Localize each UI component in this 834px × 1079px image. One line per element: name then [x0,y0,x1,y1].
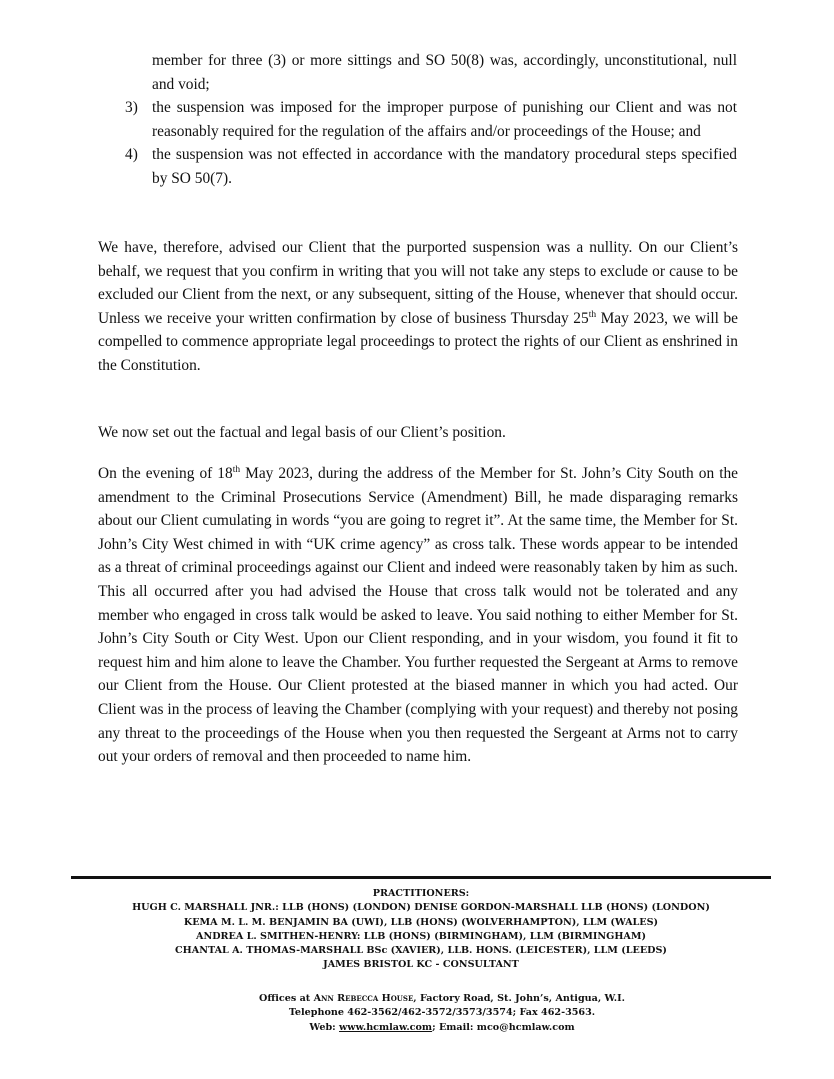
footer-divider [71,876,771,879]
practitioner-line: ANDREA L. SMITHEN-HENRY: LLB (HONS) (BIRMINGHAM), LLM (BIRMINGHAM) [196,930,646,942]
paragraph-facts: On the evening of 18th May 2023, during the address of the Member for St. John’s City South on the amendment to the Criminal Prosecutions Service (Amendment) Bill, he made disparaging remarks about our Client cumulating in words “you are going to regret it”. At the same time, the Member for St. John’s City West chimed in with “UK crime agency” as cross talk. These words appear to be intended as a threat of criminal proceedings against our Client and indeed were reasonably taken by him as such. This all occurred after you had advised the House that cross talk would not be tolerated and any member who engaged in cross talk would be asked to leave. You said nothing to either Member for St. John’s City South or City West. Upon our Client responding, and in your wisdom, you found it fit to request him and him alone to leave the Chamber. You further requested the Sergeant at Arms to remove our Client from the House. Our Client protested at the biased manner in which you had acted. Our Client was in the process of leaving the Chamber (complying with your request) and thereby not posing any threat to the proceedings of the House when you then requested the Sergeant at Arms not to carry out your orders of removal and then proceeded to name him. [98,464,738,766]
office-contact [222,992,662,1035]
list-number: 3) [125,99,138,117]
website-link[interactable]: www.hcmlaw.com [339,1021,433,1033]
practitioners-heading: PRACTITIONERS: [372,888,470,899]
paragraph-basis: We now set out the factual and legal basis of our Client’s position. [98,424,506,441]
office-telephone: Telephone 462-3562/462-3572/3573/3574; Fax 462-3563. [288,1007,596,1019]
practitioner-line: KEMA M. L. M. BENJAMIN BA (UWI), LLB (HONS) (WOLVERHAMPTON), LLM (WALES) [183,916,659,928]
paragraph-nullity-advice: We have, therefore, advised our Client that the purported suspension was a nullity. On our Client’s behalf, we request that you confirm in writing that you will not take any steps to exclude or cause to be excluded our Client from the next, or any subsequent, sitting of the House, whenever that should occur. Unless we receive your written confirmation by close of business Thursday 25th May 2023, we will be compelled to commence appropriate legal proceedings to protect the rights of our Client as enshrined in the Constitution. [98,239,739,374]
practitioner-line: JAMES BRISTOL KC - CONSULTANT [323,959,519,971]
office-web-email: Web: www.hcmlaw.com; Email: mco@hcmlaw.com [309,1021,575,1033]
email-address[interactable]: mco@hcmlaw.com [476,1021,575,1033]
office-address: Offices at Ann Rebecca House, Factory Road, St. John’s, Antigua, W.I. [259,993,625,1004]
list-text: the suspension was imposed for the improper purpose of punishing our Client and was not reasonably required for the regulation of the affairs and/or proceedings of the House; and [152,99,737,140]
practitioners-footer [71,887,771,973]
numbered-list [125,49,737,191]
list-item [125,96,737,143]
list-number: 4) [125,146,138,164]
practitioner-line: CHANTAL A. THOMAS-MARSHALL BSc (XAVIER), LLB. HONS. (LEICESTER), LLM (LEEDS) [175,945,667,957]
list-item-continuation: member for three (3) or more sittings and SO 50(8) was, accordingly, unconstitutional, null and void; [152,52,737,93]
list-text: the suspension was not effected in accordance with the mandatory procedural steps specified by SO 50(7). [152,146,737,187]
practitioner-line: HUGH C. MARSHALL JNR.: LLB (HONS) (LONDON) DENISE GORDON-MARSHALL LLB (HONS) (LONDON) [132,902,710,914]
list-item [125,143,737,190]
